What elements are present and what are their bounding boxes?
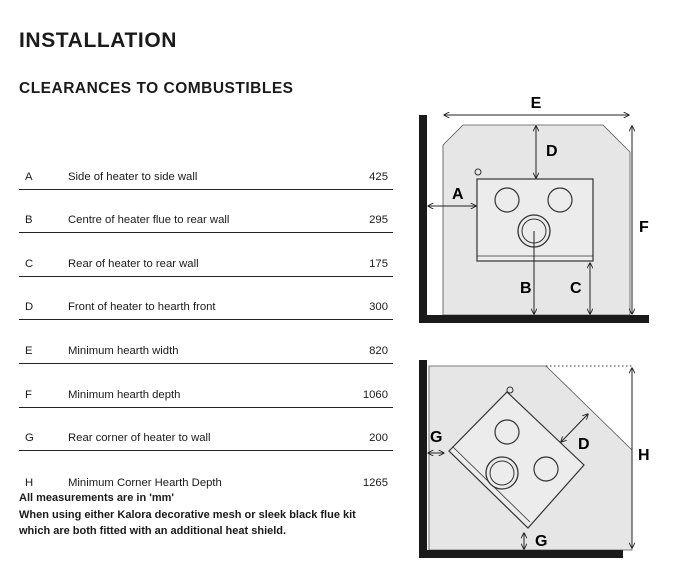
row-value: 295	[369, 214, 388, 227]
row-label: Front of heater to hearth front	[68, 301, 216, 314]
corner-port-right	[534, 457, 558, 481]
corner-port-top	[495, 420, 519, 444]
row-code: C	[25, 257, 34, 270]
dimension-c-label: C	[570, 280, 582, 297]
row-value: 1060	[362, 388, 388, 401]
row-code: H	[25, 476, 34, 489]
row-label: Rear corner of heater to wall	[68, 432, 211, 445]
table-row	[19, 190, 393, 234]
section-title: CLEARANCES TO COMBUSTIBLES	[19, 80, 294, 97]
row-value: 200	[369, 432, 388, 445]
table-row	[19, 451, 393, 495]
units-note: All measurements are in 'mm'	[19, 492, 175, 504]
row-value: 820	[369, 344, 388, 357]
row-code: B	[25, 214, 33, 227]
table-row	[19, 146, 393, 190]
corner-side-wall	[419, 360, 427, 558]
heater-port-left	[495, 188, 519, 212]
row-label: Minimum Corner Hearth Depth	[68, 476, 222, 489]
flue-note-line-1: When using either Kalora decorative mesh or sleek black flue kit	[19, 508, 356, 521]
row-label: Minimum hearth depth	[68, 388, 181, 401]
row-label: Rear of heater to rear wall	[68, 257, 199, 270]
corner-clearance-diagram	[410, 350, 670, 562]
dimension-b-label: B	[520, 280, 532, 297]
rear-wall	[419, 315, 649, 323]
dimension-g-bottom-label: G	[535, 533, 548, 550]
table-row	[19, 408, 393, 452]
row-code: A	[25, 170, 33, 183]
flue-note-line-2: which are both fitted with an additional heat shield.	[19, 525, 287, 537]
side-wall	[419, 115, 427, 323]
table-row	[19, 364, 393, 408]
row-code: F	[25, 388, 32, 401]
dimension-d-diagonal-label: D	[578, 436, 590, 453]
corner-flue-inner	[490, 461, 514, 485]
row-code: E	[25, 344, 33, 357]
heater-port-right	[548, 188, 572, 212]
row-label: Centre of heater flue to rear wall	[68, 214, 230, 227]
table-row	[19, 320, 393, 364]
clearances-table	[19, 146, 393, 495]
row-value: 300	[369, 301, 388, 314]
notes	[19, 490, 399, 540]
row-label: Minimum hearth width	[68, 344, 179, 357]
dimension-h-label: H	[638, 447, 650, 464]
row-code: G	[25, 432, 34, 445]
dimension-d-label: D	[546, 143, 558, 160]
row-code: D	[25, 301, 34, 314]
row-value: 175	[369, 257, 388, 270]
row-label: Side of heater to side wall	[68, 170, 198, 183]
dimension-a-label: A	[452, 186, 464, 203]
dimension-f-label: F	[639, 219, 649, 236]
table-row	[19, 233, 393, 277]
dimension-g-side-label: G	[430, 429, 443, 446]
row-value: 1265	[362, 476, 388, 489]
rear-wall-clearance-diagram	[410, 88, 660, 328]
page-title: INSTALLATION	[19, 29, 178, 52]
table-row	[19, 277, 393, 321]
row-value: 425	[369, 170, 388, 183]
corner-rear-wall	[419, 550, 623, 558]
dimension-e-label: E	[530, 95, 542, 112]
